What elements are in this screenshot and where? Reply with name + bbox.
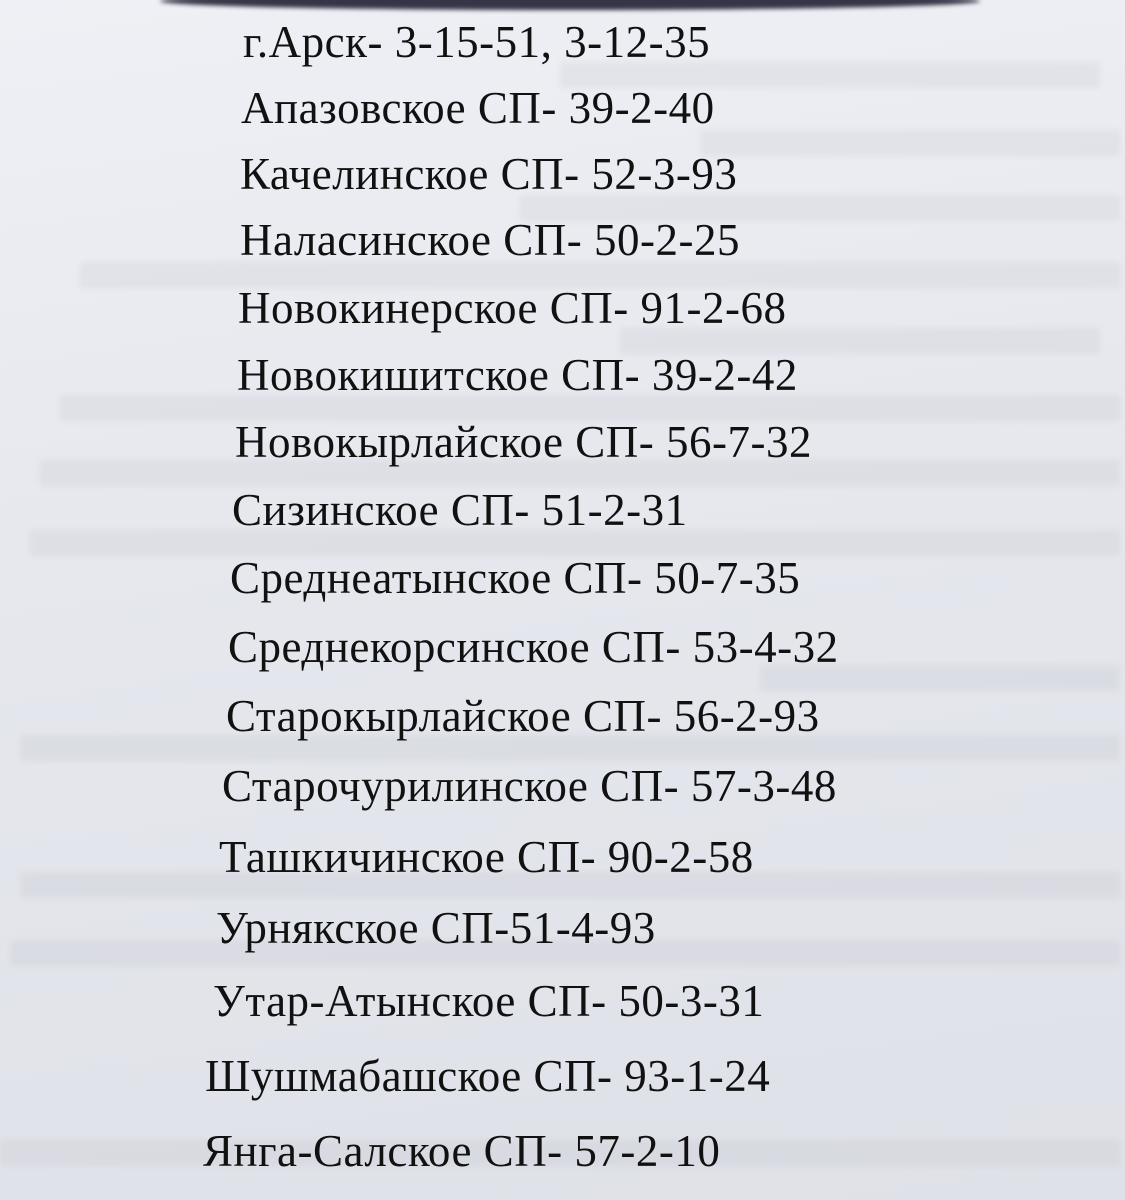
phone-entry-starokyrlayskoe: Старокырлайское СП- 56-2-93 (226, 691, 820, 741)
phone-entry-starochurilinskoe: Старочурилинское СП- 57-3-48 (222, 761, 837, 811)
phone-entry-urnyakskoe: Урнякское СП-51-4-93 (216, 903, 656, 953)
phone-entry-sizinskoe: Сизинское СП- 51-2-31 (232, 485, 688, 535)
phone-entry-sredneatynskoe: Среднеатынское СП- 50-7-35 (230, 553, 801, 603)
phone-entry-novokyrlayskoe: Новокырлайское СП- 56-7-32 (235, 417, 812, 467)
phone-entry-novokishitskoe: Новокишитское СП- 39-2-42 (237, 350, 798, 400)
phone-entry-srednekorsinskoe: Среднекорсинское СП- 53-4-32 (228, 622, 839, 672)
phone-entry-utar-atynskoe: Утар-Атынское СП- 50-3-31 (213, 976, 765, 1026)
phone-entry-yanga-salskoe: Янга-Салское СП- 57-2-10 (203, 1126, 721, 1176)
phone-entry-arsk: г.Арск- 3-15-51, 3-12-35 (243, 17, 711, 67)
phone-entry-nalasinskoe: Наласинское СП- 50-2-25 (240, 215, 740, 265)
phone-entry-apazovskoe: Апазовское СП- 39-2-40 (241, 83, 715, 133)
phone-entry-tashkichinskoe: Ташкичинское СП- 90-2-58 (219, 832, 754, 882)
phone-entry-novokinerskoe: Новокинерское СП- 91-2-68 (238, 283, 787, 333)
phone-entry-kachelinskoe: Качелинское СП- 52-3-93 (240, 149, 738, 199)
phone-entry-shushmabashskoe: Шушмабашское СП- 93-1-24 (205, 1051, 771, 1101)
